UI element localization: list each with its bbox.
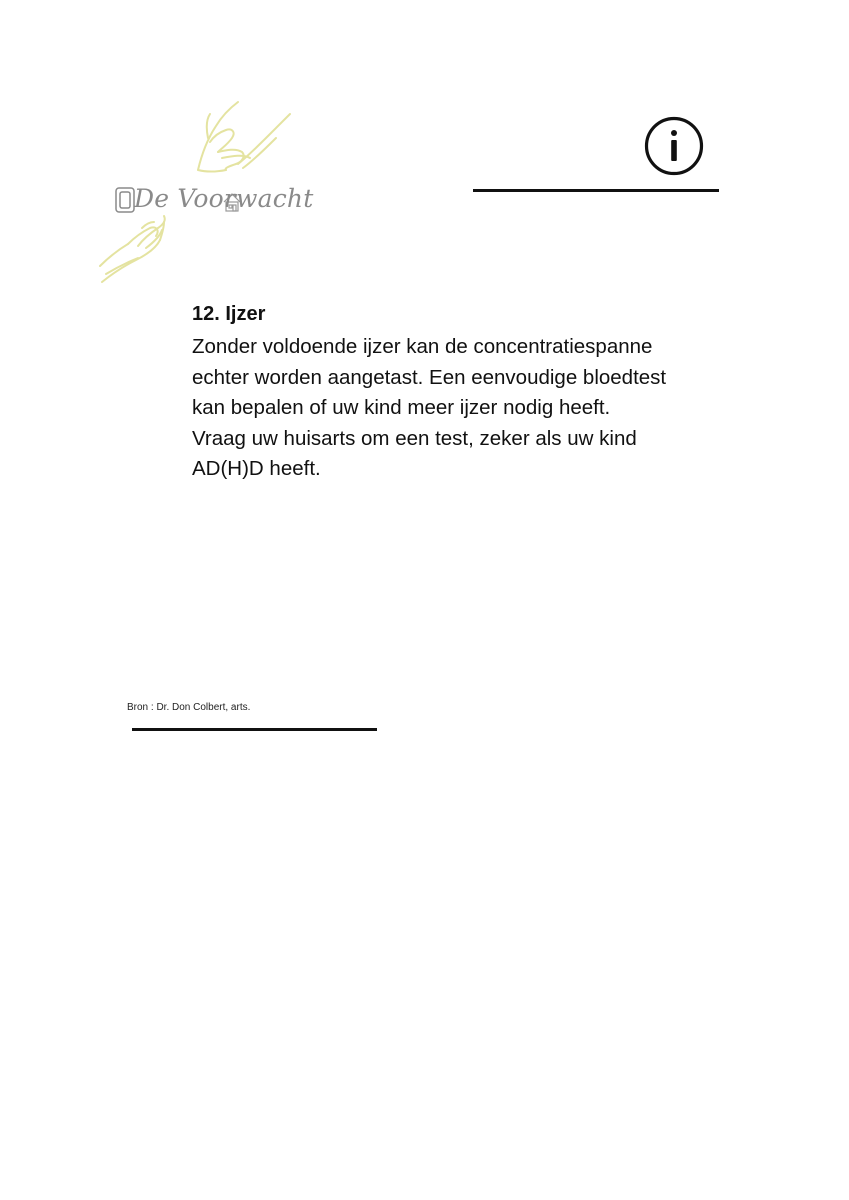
source-citation: Bron : Dr. Don Colbert, arts.: [127, 702, 251, 713]
header-divider: [473, 189, 719, 192]
body-line: Vraag uw huisarts om een test, zeker als uw kind: [192, 426, 637, 450]
info-icon: [643, 115, 705, 177]
body-line: kan bepalen of uw kind meer ijzer nodig heeft.: [192, 396, 611, 419]
section-heading: 12. Ijzer: [192, 303, 266, 325]
section-content: [192, 300, 732, 485]
body-line: AD(H)D heeft.: [192, 457, 321, 480]
source-divider: [132, 728, 377, 731]
logo-text: De Voorwacht: [134, 184, 314, 213]
body-line: echter worden aangetast. Een eenvoudige bloedtest: [192, 365, 667, 389]
logo: [98, 98, 314, 288]
section-body: [192, 332, 732, 485]
body-line: Zonder voldoende ijzer kan de concentratiespanne: [192, 335, 653, 358]
